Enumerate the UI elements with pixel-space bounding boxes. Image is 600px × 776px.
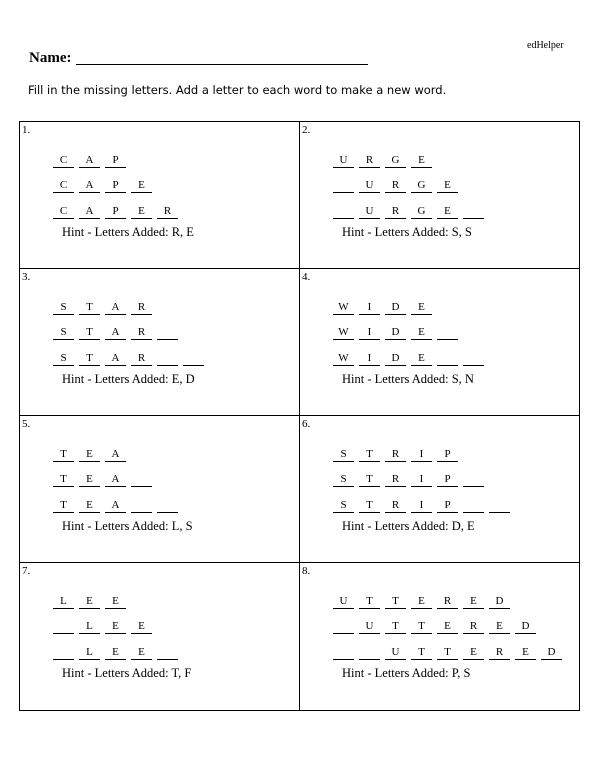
letter-slot: T bbox=[385, 620, 406, 634]
letter-slot: E bbox=[131, 620, 152, 634]
letter-slot: E bbox=[411, 301, 432, 315]
letter-slot: G bbox=[411, 179, 432, 193]
letter-slot: R bbox=[131, 301, 152, 315]
word-rows bbox=[53, 289, 209, 366]
letter-slot: A bbox=[105, 473, 126, 487]
blank-letter-slot[interactable] bbox=[131, 473, 152, 487]
letter-slot: R bbox=[131, 326, 152, 340]
word-row bbox=[333, 168, 489, 194]
letter-slot: S bbox=[333, 448, 354, 462]
letter-slot: E bbox=[437, 205, 458, 219]
letter-slot: R bbox=[359, 154, 380, 168]
blank-letter-slot[interactable] bbox=[463, 499, 484, 513]
letter-slot: E bbox=[105, 595, 126, 609]
letter-slot: A bbox=[79, 205, 100, 219]
letter-slot: L bbox=[79, 620, 100, 634]
word-row bbox=[333, 340, 489, 366]
letter-slot: E bbox=[105, 620, 126, 634]
problem-grid bbox=[19, 121, 580, 711]
word-rows bbox=[53, 142, 183, 219]
hint-text: Hint - Letters Added: R, E bbox=[62, 225, 194, 239]
letter-slot: T bbox=[53, 499, 74, 513]
letter-slot: W bbox=[333, 301, 354, 315]
word-row bbox=[333, 462, 515, 488]
letter-slot: E bbox=[437, 620, 458, 634]
letter-slot: W bbox=[333, 352, 354, 366]
letter-slot: E bbox=[79, 499, 100, 513]
problem-cell bbox=[300, 416, 579, 563]
letter-slot: E bbox=[411, 154, 432, 168]
letter-slot: E bbox=[437, 179, 458, 193]
letter-slot: D bbox=[541, 646, 562, 660]
blank-letter-slot[interactable] bbox=[333, 205, 354, 219]
word-rows bbox=[53, 583, 183, 660]
letter-slot: R bbox=[385, 499, 406, 513]
blank-letter-slot[interactable] bbox=[463, 205, 484, 219]
blank-letter-slot[interactable] bbox=[157, 499, 178, 513]
letter-slot: R bbox=[385, 205, 406, 219]
word-row bbox=[53, 315, 209, 341]
blank-letter-slot[interactable] bbox=[333, 179, 354, 193]
letter-slot: D bbox=[385, 326, 406, 340]
letter-slot: A bbox=[105, 499, 126, 513]
word-row bbox=[333, 487, 515, 513]
blank-letter-slot[interactable] bbox=[157, 352, 178, 366]
blank-letter-slot[interactable] bbox=[333, 646, 354, 660]
letter-slot: E bbox=[131, 179, 152, 193]
blank-letter-slot[interactable] bbox=[157, 646, 178, 660]
letter-slot: E bbox=[515, 646, 536, 660]
word-rows bbox=[333, 583, 567, 660]
blank-letter-slot[interactable] bbox=[131, 499, 152, 513]
problem-cell bbox=[20, 122, 300, 269]
word-rows bbox=[333, 436, 515, 513]
word-rows bbox=[53, 436, 183, 513]
word-row bbox=[333, 142, 489, 168]
brand-label: edHelper bbox=[527, 40, 564, 51]
letter-slot: S bbox=[53, 301, 74, 315]
letter-slot: D bbox=[385, 301, 406, 315]
word-row bbox=[53, 193, 183, 219]
blank-letter-slot[interactable] bbox=[359, 646, 380, 660]
letter-slot: E bbox=[79, 595, 100, 609]
instructions: Fill in the missing letters. Add a letter to each word to make a new word. bbox=[28, 83, 447, 97]
word-row bbox=[53, 462, 183, 488]
letter-slot: A bbox=[105, 448, 126, 462]
letter-slot: R bbox=[385, 179, 406, 193]
problem-cell bbox=[300, 269, 579, 416]
problem-number: 2. bbox=[302, 124, 311, 136]
hint-text: Hint - Letters Added: E, D bbox=[62, 372, 195, 386]
letter-slot: U bbox=[385, 646, 406, 660]
problem-number: 6. bbox=[302, 418, 311, 430]
letter-slot: T bbox=[437, 646, 458, 660]
letter-slot: T bbox=[359, 448, 380, 462]
letter-slot: P bbox=[437, 448, 458, 462]
word-row bbox=[53, 634, 183, 660]
blank-letter-slot[interactable] bbox=[333, 620, 354, 634]
problem-cell bbox=[300, 122, 579, 269]
blank-letter-slot[interactable] bbox=[489, 499, 510, 513]
letter-slot: S bbox=[333, 499, 354, 513]
letter-slot: T bbox=[359, 499, 380, 513]
letter-slot: E bbox=[463, 595, 484, 609]
word-row bbox=[53, 436, 183, 462]
hint-text: Hint - Letters Added: L, S bbox=[62, 519, 193, 533]
letter-slot: T bbox=[79, 301, 100, 315]
hint-text: Hint - Letters Added: P, S bbox=[342, 666, 471, 680]
letter-slot: A bbox=[79, 179, 100, 193]
letter-slot: E bbox=[463, 646, 484, 660]
letter-slot: I bbox=[411, 473, 432, 487]
blank-letter-slot[interactable] bbox=[53, 646, 74, 660]
letter-slot: E bbox=[79, 473, 100, 487]
letter-slot: P bbox=[437, 499, 458, 513]
hint-text: Hint - Letters Added: S, S bbox=[342, 225, 472, 239]
word-row bbox=[333, 609, 567, 635]
letter-slot: E bbox=[131, 646, 152, 660]
letter-slot: I bbox=[359, 326, 380, 340]
letter-slot: R bbox=[157, 205, 178, 219]
blank-letter-slot[interactable] bbox=[157, 326, 178, 340]
letter-slot: R bbox=[437, 595, 458, 609]
letter-slot: R bbox=[131, 352, 152, 366]
letter-slot: C bbox=[53, 205, 74, 219]
problem-number: 1. bbox=[22, 124, 31, 136]
letter-slot: E bbox=[411, 326, 432, 340]
letter-slot: U bbox=[359, 179, 380, 193]
letter-slot: T bbox=[79, 326, 100, 340]
word-row bbox=[333, 583, 567, 609]
word-rows bbox=[333, 142, 489, 219]
letter-slot: T bbox=[53, 448, 74, 462]
letter-slot: P bbox=[105, 205, 126, 219]
hint-text: Hint - Letters Added: T, F bbox=[62, 666, 192, 680]
letter-slot: T bbox=[359, 473, 380, 487]
letter-slot: T bbox=[411, 646, 432, 660]
letter-slot: A bbox=[105, 301, 126, 315]
word-row bbox=[53, 340, 209, 366]
word-row bbox=[333, 289, 489, 315]
blank-letter-slot[interactable] bbox=[53, 620, 74, 634]
letter-slot: E bbox=[411, 352, 432, 366]
letter-slot: P bbox=[105, 179, 126, 193]
letter-slot: R bbox=[385, 448, 406, 462]
letter-slot: I bbox=[359, 301, 380, 315]
problem-cell bbox=[20, 416, 300, 563]
letter-slot: U bbox=[359, 620, 380, 634]
letter-slot: C bbox=[53, 154, 74, 168]
letter-slot: S bbox=[53, 326, 74, 340]
letter-slot: T bbox=[411, 620, 432, 634]
letter-slot: T bbox=[359, 595, 380, 609]
letter-slot: C bbox=[53, 179, 74, 193]
word-row bbox=[53, 609, 183, 635]
blank-letter-slot[interactable] bbox=[437, 352, 458, 366]
letter-slot: L bbox=[53, 595, 74, 609]
word-row bbox=[53, 289, 209, 315]
letter-slot: G bbox=[385, 154, 406, 168]
letter-slot: E bbox=[489, 620, 510, 634]
letter-slot: G bbox=[411, 205, 432, 219]
problem-number: 5. bbox=[22, 418, 31, 430]
word-row bbox=[53, 168, 183, 194]
letter-slot: R bbox=[489, 646, 510, 660]
letter-slot: R bbox=[385, 473, 406, 487]
letter-slot: E bbox=[79, 448, 100, 462]
letter-slot: A bbox=[79, 154, 100, 168]
letter-slot: D bbox=[385, 352, 406, 366]
word-row bbox=[53, 142, 183, 168]
blank-letter-slot[interactable] bbox=[463, 352, 484, 366]
problem-number: 3. bbox=[22, 271, 31, 283]
letter-slot: E bbox=[131, 205, 152, 219]
letter-slot: W bbox=[333, 326, 354, 340]
blank-letter-slot[interactable] bbox=[463, 473, 484, 487]
letter-slot: U bbox=[333, 595, 354, 609]
letter-slot: L bbox=[79, 646, 100, 660]
letter-slot: S bbox=[333, 473, 354, 487]
letter-slot: E bbox=[411, 595, 432, 609]
word-row bbox=[333, 436, 515, 462]
letter-slot: I bbox=[359, 352, 380, 366]
letter-slot: D bbox=[515, 620, 536, 634]
letter-slot: A bbox=[105, 352, 126, 366]
word-row bbox=[53, 583, 183, 609]
name-label: Name: bbox=[29, 50, 72, 66]
word-row bbox=[53, 487, 183, 513]
word-row bbox=[333, 315, 489, 341]
problem-cell bbox=[20, 563, 300, 710]
letter-slot: T bbox=[53, 473, 74, 487]
letter-slot: E bbox=[105, 646, 126, 660]
word-row bbox=[333, 634, 567, 660]
problem-number: 4. bbox=[302, 271, 311, 283]
blank-letter-slot[interactable] bbox=[183, 352, 204, 366]
letter-slot: A bbox=[105, 326, 126, 340]
problem-cell bbox=[300, 563, 579, 710]
letter-slot: I bbox=[411, 499, 432, 513]
letter-slot: S bbox=[53, 352, 74, 366]
blank-letter-slot[interactable] bbox=[437, 326, 458, 340]
letter-slot: U bbox=[359, 205, 380, 219]
letter-slot: T bbox=[385, 595, 406, 609]
problem-number: 7. bbox=[22, 565, 31, 577]
name-input-line[interactable] bbox=[76, 64, 368, 65]
hint-text: Hint - Letters Added: D, E bbox=[342, 519, 475, 533]
letter-slot: R bbox=[463, 620, 484, 634]
letter-slot: U bbox=[333, 154, 354, 168]
problem-cell bbox=[20, 269, 300, 416]
problem-number: 8. bbox=[302, 565, 311, 577]
letter-slot: P bbox=[105, 154, 126, 168]
hint-text: Hint - Letters Added: S, N bbox=[342, 372, 474, 386]
letter-slot: T bbox=[79, 352, 100, 366]
letter-slot: P bbox=[437, 473, 458, 487]
word-row bbox=[333, 193, 489, 219]
word-rows bbox=[333, 289, 489, 366]
letter-slot: D bbox=[489, 595, 510, 609]
letter-slot: I bbox=[411, 448, 432, 462]
